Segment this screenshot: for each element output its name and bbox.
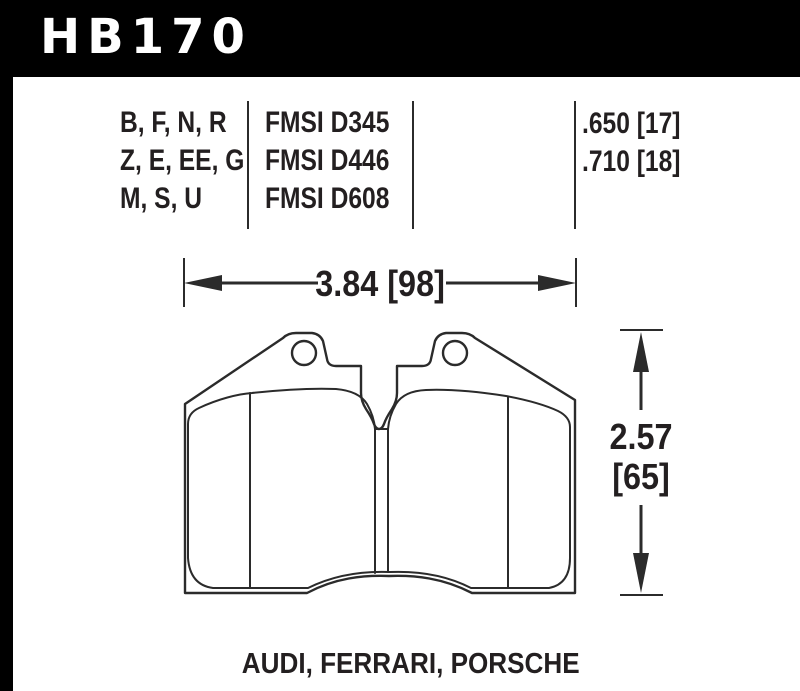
friction-pad-outline (188, 389, 570, 588)
width-dimension-label: 3.84 [98] (315, 263, 445, 304)
part-number: HB170 (40, 9, 252, 65)
height-dimension-label-inches: 2.57 (609, 416, 673, 457)
fmsi-row: FMSI D446 (265, 144, 390, 177)
applications-text: AUDI, FERRARI, PORSCHE (242, 648, 580, 680)
compound-codes-column (120, 104, 244, 218)
mounting-hole-right-icon (443, 341, 467, 365)
left-border-strip (0, 0, 13, 691)
thickness-row: .710 [18] (582, 145, 681, 178)
compound-row: B, F, N, R (120, 106, 227, 139)
thickness-column (582, 105, 680, 181)
fmsi-row: FMSI D345 (265, 106, 390, 139)
thickness-row: .650 [17] (582, 107, 681, 140)
fmsi-row: FMSI D608 (265, 182, 390, 215)
mounting-hole-left-icon (292, 341, 316, 365)
brake-pad-drawing (185, 333, 575, 593)
compound-row: Z, E, EE, G (120, 144, 245, 177)
compound-row: M, S, U (120, 182, 203, 215)
height-dimension-label-mm: [65] (612, 456, 670, 497)
arrow-up-icon (633, 332, 649, 372)
arrow-down-icon (633, 553, 649, 593)
fmsi-number-column (265, 104, 389, 218)
backing-plate-outline (185, 333, 575, 593)
